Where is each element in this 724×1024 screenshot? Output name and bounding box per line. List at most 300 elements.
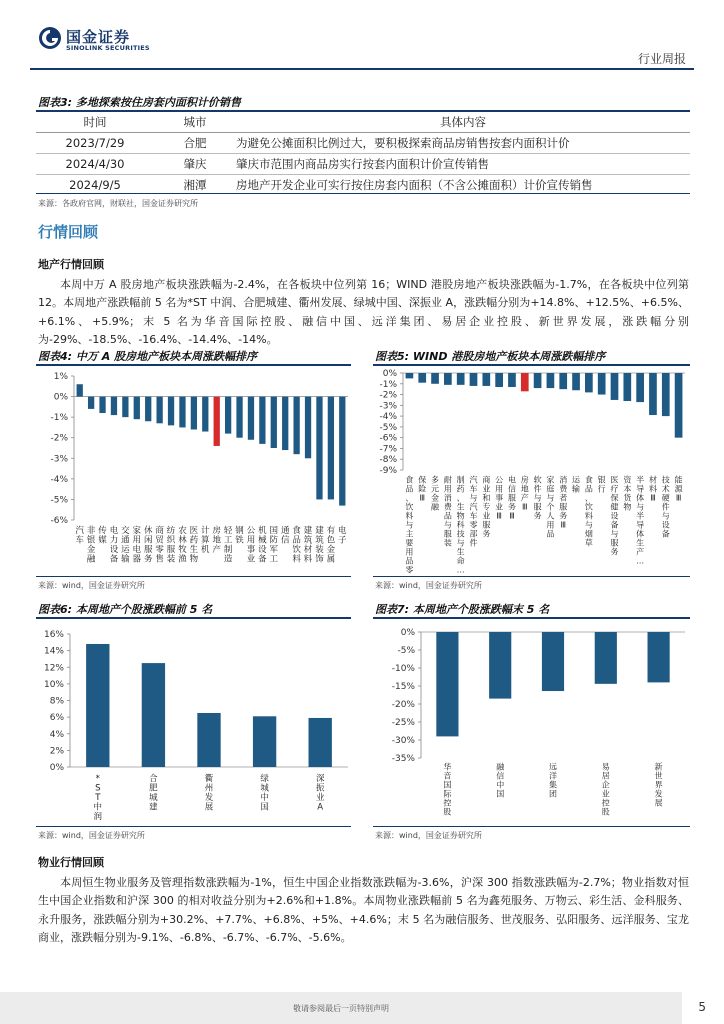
bar-医药生物: [191, 397, 197, 430]
category-label-char: 导: [636, 484, 645, 494]
category-label-char: 与: [610, 529, 619, 539]
y-tick-label: -4%: [379, 412, 397, 423]
category-label: [190, 526, 199, 565]
category-label-char: 中: [260, 792, 269, 803]
bar-华音国际控股: [436, 632, 458, 736]
category-label: [270, 526, 279, 565]
category-label: [149, 773, 158, 813]
y-tick-label: -35%: [391, 754, 415, 764]
y-tick-label: -15%: [391, 682, 415, 692]
table-row: [36, 132, 690, 153]
y-tick-label: 0%: [382, 369, 397, 379]
category-label-char: 险: [418, 484, 427, 494]
category-label-char: 医: [189, 525, 199, 536]
category-label-char: 建: [303, 525, 313, 536]
category-label-char: 控: [443, 798, 452, 808]
fig5-bottom-rule: [373, 576, 690, 577]
bar-食品、饮料与烟草: [585, 373, 593, 392]
category-label-char: 物: [623, 502, 632, 512]
category-label-char: 休: [143, 525, 153, 536]
category-label-char: 源: [674, 484, 683, 494]
category-label-char: 商: [482, 475, 491, 485]
category-label: [602, 762, 610, 816]
category-label-char: 银: [597, 475, 606, 485]
category-label: [405, 474, 413, 574]
category-label-char: 主: [405, 529, 414, 539]
category-label-char: 保: [418, 475, 427, 485]
category-label-char: 铁: [235, 535, 244, 546]
category-label-char: 车: [469, 511, 478, 521]
category-label-char: 家: [132, 525, 142, 536]
category-label-char: 消: [443, 493, 452, 503]
category-label: [155, 525, 164, 565]
category-label-char: 机: [258, 525, 267, 536]
bar-休闲服务: [145, 397, 151, 422]
y-tick-label: 8%: [49, 696, 64, 707]
bar-绿城中国: [253, 716, 276, 767]
y-tick-label: 16%: [43, 630, 64, 640]
category-label-char: 用: [495, 484, 504, 494]
category-label: [178, 525, 187, 565]
category-label-char: 与: [584, 520, 593, 530]
fig4-bottom-rule: [36, 576, 351, 577]
fig6-top-rule: [36, 617, 351, 619]
category-label-char: 设: [610, 511, 619, 521]
category-label-char: 疗: [610, 484, 619, 494]
category-label-char: 筑: [303, 535, 313, 546]
cell-city: 合肥: [154, 132, 236, 153]
y-tick-label: -20%: [391, 700, 415, 710]
category-label-char: 多: [431, 475, 440, 485]
category-label-char: 生: [636, 538, 645, 548]
y-tick-label: -6%: [379, 433, 397, 444]
fig6-bottom-rule: [36, 826, 351, 827]
category-label-char: 织: [166, 535, 176, 546]
category-label-char: 界: [654, 780, 663, 790]
category-label-char: 房: [520, 475, 529, 485]
category-label-char: S: [95, 783, 101, 794]
bar-建筑装饰: [316, 397, 322, 500]
category-label-char: 料: [405, 511, 414, 521]
category-label-char: 、: [456, 493, 465, 503]
category-label-char: 备: [258, 554, 267, 565]
category-label-char: 品: [405, 556, 414, 566]
report-type-label: 行业周报: [637, 52, 686, 66]
bar-材料Ⅲ: [649, 373, 657, 415]
fig5-title: 图表5: WIND 港股房地产板块本周涨跌幅排序: [375, 350, 606, 363]
fig4-chart: [36, 366, 351, 576]
category-label-char: 防: [269, 535, 279, 546]
category-label-char: 者: [559, 493, 568, 503]
category-label-char: 设: [661, 520, 670, 530]
category-label-char: *: [95, 773, 100, 784]
table-row: [36, 153, 690, 174]
category-label-char: 建: [315, 525, 324, 536]
category-label: [662, 474, 670, 538]
y-tick-label: -8%: [379, 455, 397, 466]
category-label-char: 贸: [155, 535, 164, 546]
category-label-char: Ⅲ: [650, 493, 656, 503]
category-label-char: 资: [623, 475, 632, 485]
bar-半导体与半导体生产…: [636, 373, 644, 402]
category-label-char: 技: [661, 475, 670, 485]
category-label-char: 备: [610, 520, 619, 530]
category-label: [110, 525, 119, 565]
category-label-char: 算: [201, 535, 210, 546]
y-tick-label: 0%: [400, 628, 415, 638]
category-label: [655, 761, 663, 807]
y-tick-label: -3%: [50, 454, 68, 465]
category-label: [304, 525, 313, 565]
category-label-char: 零: [155, 544, 164, 555]
category-label: [121, 525, 130, 565]
category-label-char: 、: [405, 493, 414, 503]
category-label-char: 与: [636, 502, 645, 512]
category-label-char: 音: [443, 771, 452, 781]
category-label-char: 药: [189, 535, 199, 546]
category-label: [495, 475, 503, 520]
category-label-char: 居: [601, 771, 610, 781]
category-label-char: 远: [549, 762, 557, 772]
category-label: [443, 761, 452, 816]
category-label-char: 汽: [469, 475, 478, 485]
y-tick-label: 14%: [43, 646, 64, 657]
sinolink-logo-icon: [38, 26, 62, 50]
category-label-char: 技: [456, 529, 465, 539]
category-label: [167, 525, 176, 565]
category-label-char: 闲: [143, 535, 153, 546]
category-label-char: 公: [246, 525, 256, 536]
y-tick-label: 12%: [43, 663, 64, 674]
bar-消费者服务Ⅲ: [559, 373, 567, 389]
category-label-char: 品: [405, 484, 414, 494]
bar-耐用消费品与服装: [444, 373, 452, 385]
category-label-char: 硬: [661, 493, 670, 503]
category-label: [470, 474, 478, 547]
category-label-char: 制: [456, 475, 465, 485]
fig7-chart: [373, 620, 690, 824]
category-label-char: 牧: [178, 544, 187, 555]
category-label-char: 专: [482, 502, 491, 512]
category-label-char: 服: [507, 493, 516, 503]
category-label-char: 行: [597, 484, 606, 494]
bar-纺织服装: [168, 397, 174, 426]
category-label-char: 消: [559, 475, 568, 485]
category-label-char: 费: [443, 502, 452, 512]
category-label-char: 半: [636, 511, 645, 521]
bar-融信中国: [489, 632, 511, 699]
category-label-char: 饰: [315, 554, 324, 565]
category-label-char: 料: [292, 554, 301, 565]
footer-disclaimer: 敬请参阅最后一页特别声明: [293, 1004, 389, 1013]
property-subtitle: 物业行情回顾: [38, 856, 104, 869]
category-label-char: 物: [189, 554, 199, 565]
bar-钢铁: [236, 397, 242, 438]
category-label-char: 媒: [98, 535, 107, 546]
bar-公用事业Ⅲ: [495, 373, 503, 387]
fig7-bottom-rule: [373, 826, 690, 827]
fig5-chart: [373, 366, 690, 576]
category-label-char: 命: [456, 556, 465, 566]
realestate-paragraph: 本周中万 A 股房地产板块涨跌幅为-2.4%，在各板块中位列第 16；WIND 港股房地产板块涨跌幅为-1.7%，在各板块中位列第 12。本周地产涨跌幅前 5 名为*ST 中润、合肥城建、衢州发展、绿城中国、深振业 A，涨跌幅分别为+14.8%、+12.5%、+6.5%、+6.1%、+5.9%；末 5 名为华音国际控股、融信中国、远洋集团、易居企业控股、新世界发展，涨跌幅分别为-29%、-18.5%、-16.4%、-14.4%、-14%。: [38, 278, 689, 346]
category-label-char: 品: [584, 484, 593, 494]
category-label-char: 售: [155, 554, 164, 565]
category-label-char: 轻: [223, 525, 233, 536]
category-label-char: 零: [405, 565, 414, 575]
bar-制药、生物科技与生命…: [457, 373, 465, 385]
category-label: [144, 525, 153, 565]
category-label-char: 食: [292, 525, 301, 536]
category-label-char: 品: [443, 511, 452, 521]
category-label-char: Ⅲ: [496, 511, 502, 521]
category-label: [87, 525, 96, 565]
category-label-char: 务: [533, 511, 542, 521]
category-label-char: 电: [132, 544, 142, 555]
category-label-char: 城: [260, 783, 269, 794]
bar-家庭与个人用品: [547, 373, 555, 388]
category-label-char: 业: [495, 502, 504, 512]
category-label: [258, 525, 267, 565]
category-label: [572, 475, 581, 493]
fig3-title: 图表3: 多地探索按住房套内面积计价销售: [38, 96, 241, 109]
category-label: [508, 474, 516, 520]
category-label-char: 药: [456, 484, 465, 494]
category-label-char: 费: [559, 484, 568, 494]
category-label-char: 品: [292, 535, 301, 546]
category-label-char: 饮: [584, 502, 593, 512]
category-label-char: 输: [572, 484, 581, 494]
bar-通信: [282, 397, 288, 450]
bar-深振业A: [309, 718, 332, 767]
y-tick-label: -2%: [379, 390, 397, 401]
category-label-char: 际: [443, 789, 452, 799]
category-label-char: 华: [443, 762, 452, 772]
column-header-content: 具体内容: [236, 112, 690, 132]
category-label-char: 信: [496, 771, 505, 781]
category-label: [444, 474, 453, 547]
y-tick-label: -1%: [50, 413, 68, 424]
category-label-char: 与: [405, 520, 414, 530]
category-label-char: 发: [654, 789, 663, 799]
category-label: [585, 474, 593, 547]
bar-计算机: [202, 397, 208, 432]
category-label-char: 团: [549, 789, 557, 799]
category-label-char: 备: [109, 554, 119, 565]
category-label-char: 电: [507, 475, 516, 485]
category-label-char: 中: [496, 780, 505, 790]
category-label-char: 料: [303, 554, 313, 565]
category-label: [649, 474, 657, 502]
category-label-char: 运: [572, 475, 581, 485]
category-label-char: 事: [495, 493, 504, 503]
bar-银行: [598, 373, 606, 395]
category-label-char: 服: [610, 538, 619, 548]
column-header-date: 时间: [36, 112, 154, 132]
category-label: [315, 525, 324, 565]
category-label-char: 衢: [204, 773, 214, 784]
bar-非银金融: [88, 397, 94, 409]
category-label-char: 业: [246, 554, 256, 565]
bar-医疗保健设备与服务: [611, 373, 619, 400]
category-label-char: 服: [559, 502, 568, 512]
bar-远洋集团: [542, 632, 564, 691]
category-label: [98, 525, 107, 546]
category-label-char: Ⅲ: [509, 511, 515, 521]
category-label-char: 软: [533, 475, 542, 485]
category-label-char: 国: [443, 780, 452, 790]
category-label-char: 筑: [315, 535, 324, 546]
category-label: [549, 762, 557, 798]
category-label: [281, 525, 290, 546]
category-label-char: 业: [482, 511, 491, 521]
category-label-char: 耐: [443, 475, 452, 485]
bar-国防军工: [271, 397, 277, 448]
cell-content: 房地产开发企业可实行按住房套内面积（不含公摊面积）计价宣传销售: [236, 174, 690, 195]
category-label-char: 草: [584, 538, 593, 548]
cell-city: 湘潭: [154, 174, 236, 195]
category-label-char: 个: [546, 502, 555, 512]
category-label-char: 庭: [546, 484, 555, 494]
category-label: [201, 525, 210, 555]
category-label: [212, 525, 221, 555]
bar-能源Ⅲ: [675, 373, 683, 438]
category-label-char: 国: [496, 789, 505, 799]
bar-家用电器: [134, 397, 140, 420]
category-label-char: 生: [456, 502, 465, 512]
bar-软件与服务: [534, 373, 542, 388]
category-label: [623, 474, 632, 511]
category-label-char: 世: [654, 771, 663, 781]
category-label-char: 用: [443, 484, 452, 494]
table-row: [36, 174, 690, 195]
category-label-char: 展: [654, 798, 663, 808]
fig4-source: 来源：wind，国金证券研究所: [38, 581, 145, 590]
category-label: [338, 525, 347, 546]
y-tick-label: 1%: [53, 372, 68, 382]
category-label-char: 金: [326, 544, 336, 555]
category-label-char: 业: [315, 792, 325, 803]
category-label: [482, 474, 490, 538]
category-label-char: 料: [584, 511, 593, 521]
y-tick-label: -4%: [50, 474, 68, 485]
category-label-char: 生: [189, 544, 199, 555]
bar-轻工制造: [225, 397, 231, 434]
category-label-char: 通: [280, 525, 290, 536]
category-label-char: 务: [507, 502, 516, 512]
category-label-char: 纺: [166, 525, 176, 536]
bar-*ST中润: [86, 644, 109, 767]
bar-建筑材料: [305, 397, 311, 459]
bar-电信服务Ⅲ: [508, 373, 516, 387]
category-label-char: 洋: [549, 771, 557, 781]
category-label-char: 保: [610, 493, 619, 503]
category-label-char: 农: [178, 525, 187, 536]
category-label-char: 产: [520, 493, 529, 503]
category-label-char: 电: [338, 525, 347, 536]
category-label: [431, 474, 440, 511]
category-label-char: 造: [223, 554, 233, 565]
bar-新世界发展: [648, 632, 670, 682]
category-label-char: 服: [482, 520, 491, 530]
category-label-char: 汽: [469, 502, 478, 512]
category-label-char: T: [95, 792, 101, 803]
category-label-char: 中: [93, 802, 103, 813]
category-label-char: 家: [546, 475, 555, 485]
category-label-char: 合: [149, 773, 158, 784]
category-label-char: 与: [661, 511, 670, 521]
category-label-char: 科: [456, 520, 465, 530]
category-label-char: 新: [654, 762, 663, 772]
y-tick-label: -5%: [397, 646, 415, 656]
category-label-char: 控: [601, 798, 610, 808]
bar-汽车: [77, 384, 83, 396]
category-label-char: 地: [212, 535, 221, 546]
category-label-char: 渔: [178, 554, 187, 565]
category-label-char: 制: [223, 544, 233, 555]
bar-保险Ⅲ: [418, 373, 426, 383]
category-label-char: Ⅲ: [419, 493, 425, 503]
category-label: [675, 474, 684, 502]
fig3-bottom-rule: [36, 193, 690, 194]
category-label-char: 要: [405, 538, 414, 548]
y-tick-label: -9%: [379, 466, 397, 476]
category-label-char: 输: [121, 554, 130, 565]
category-label-char: 用: [132, 535, 142, 546]
category-label: [292, 525, 301, 565]
category-label-char: 银: [86, 535, 96, 546]
bar-公用事业: [248, 397, 254, 440]
category-label-char: 融: [496, 762, 505, 772]
y-tick-label: -7%: [379, 444, 397, 455]
category-label-char: 能: [674, 475, 683, 485]
category-label-char: 钢: [235, 525, 244, 536]
category-label-char: 汽: [75, 525, 84, 536]
category-label-char: 材: [648, 475, 657, 485]
fig7-source: 来源：wind，国金证券研究所: [375, 831, 482, 840]
category-label-char: 信: [507, 484, 516, 494]
category-label: [496, 761, 505, 798]
bar-衢州发展: [197, 713, 220, 767]
category-label-char: Ⅲ: [675, 493, 682, 503]
category-label: [611, 475, 619, 556]
y-tick-label: 6%: [49, 713, 64, 724]
category-label-char: 工: [269, 554, 279, 565]
category-label-char: 车: [469, 484, 478, 494]
y-tick-label: -5%: [379, 422, 397, 433]
table-header-row: [36, 112, 690, 132]
category-label-char: 股: [443, 807, 452, 817]
category-label-char: 务: [482, 529, 491, 539]
category-label-char: 材: [303, 544, 313, 555]
page-number: 5: [698, 1000, 706, 1014]
category-label-char: 器: [132, 554, 142, 565]
category-label-char: A: [317, 802, 324, 813]
category-label-char: 务: [143, 554, 153, 565]
realestate-subtitle: 地产行情回顾: [38, 258, 104, 271]
bar-房地产Ⅲ: [521, 373, 529, 391]
category-label-char: 金: [86, 544, 96, 555]
cell-date: 2024/9/5: [36, 174, 154, 195]
y-tick-label: -3%: [379, 401, 397, 412]
category-label-char: 股: [601, 807, 610, 817]
category-label-char: 金: [431, 493, 440, 503]
category-label-char: 商: [155, 525, 164, 536]
fig5-source: 来源：wind，国金证券研究所: [375, 581, 482, 590]
category-label-char: 传: [98, 525, 107, 536]
category-label-char: 装: [315, 544, 324, 555]
fig7-title: 图表7: 本周地产个股涨跌幅末 5 名: [375, 603, 550, 616]
category-label-char: 用: [246, 535, 256, 546]
